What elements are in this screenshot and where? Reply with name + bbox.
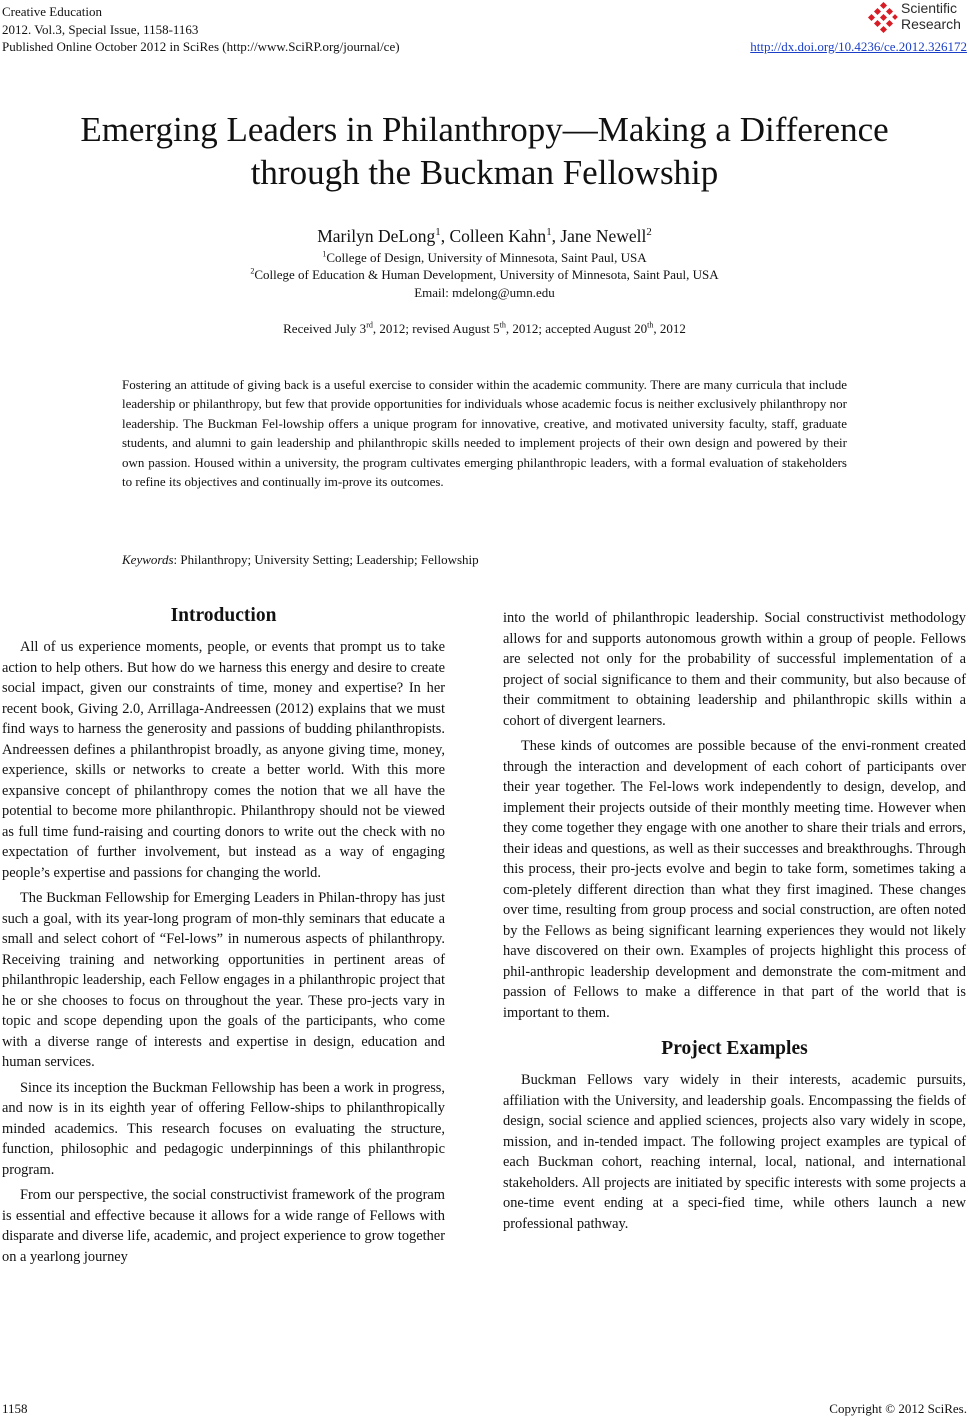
abstract: Fostering an attitude of giving back is a useful exercise to consider within the academic community. There are many curricula that include leadership or philanthropy, but few that provide opportunities for individuals whose academic focus is neither exclusively philanthropy nor leadership. The Buckman Fel-lowship offers a unique program for innovative, creative, and motivated university faculty, staff, graduate students, and alumni to gain leadership and philanthropic skills needed to implement projects of their own design and powered by their own passion. Housed within a university, the program cultivates emerging philanthropic leaders, with a formal evaluation of stakeholders to refine its objectives and continually im-prove its outcomes. (122, 377, 847, 490)
paper-title (0, 108, 969, 194)
revised-sup: th (499, 320, 506, 330)
accepted-year: , 2012 (653, 321, 686, 336)
body-paragraph: From our perspective, the social constructivist framework of the program is essential and effective because it allows for a wide range of Fellows with disparate and diverse life, academic, and project experience to grow together on a yearlong journey (2, 1187, 445, 1265)
accepted-sup: th (647, 320, 654, 330)
author-sup: 1 (435, 226, 441, 239)
scientific-research-logo (867, 0, 967, 36)
author-sup: 2 (646, 226, 652, 239)
accepted-text: , 2012; accepted August 20 (505, 321, 648, 336)
body-paragraph: These kinds of outcomes are possible because of the envi-ronment created through the interaction and development of each cohort of participants over their year together. The Fel-lows work independently to design, develop, and implement their projects outside of their monthly meeting time. However when they come together they engage with one another to share their trials and errors, their ideas and questions, as well as their successes and breakthroughs. Through this process, their pro-jects evolve and begin to take form, sometimes taking a com-pletely different direction than what they first imagined. These changes over time, resulting from group process and social construction, are often noted by the Fellows as being significant learning experiences they would not likely have discovered on their own. Examples of projects highlight this process of phil-anthropic leadership development and demonstrate the com-mitment and passion of Fellows to make a difference in that part of the world that is important to them. (503, 738, 966, 1021)
revised-text: , 2012; revised August 5 (372, 321, 500, 336)
author-list: Marilyn DeLong$^1$, Colleen Kahn$^1$, Jane Newell$^2$ (317, 226, 652, 246)
author-email: Email: mdelong@umn.edu (414, 285, 555, 300)
author-name: Marilyn DeLong (317, 226, 436, 246)
author-name: Jane Newell (560, 226, 647, 246)
logo-mark-icon (867, 2, 899, 34)
affiliation-sup: 2 (250, 266, 255, 276)
body-paragraph: Since its inception the Buckman Fellowship has been a work in progress, and now is in its eighth year of offering Fellow-ships to philanthropically minded academics. This research focuses on evaluating the structure, function, philosophic and pedagogic underpinnings of this philanthropic program. (2, 1079, 445, 1178)
affiliation-2 (0, 267, 969, 283)
keywords-label: Keywords (122, 552, 174, 567)
author-sup: 1 (546, 226, 552, 239)
body-paragraph: Buckman Fellows vary widely in their interests, academic pursuits, affiliation with the University, and leadership goals. Encompassing the fields of design, social science and applied sciences, projects also vary widely in scope, mission, and in-tended impact. The following project examples are typical of each Buckman cohort, reaching internal, local, national, and international stakeholders. All projects are initiated by specific interests with some projects a one-time event ending at a speci-fied time, while others launch a new professional pathway. (503, 1072, 966, 1232)
logo-text-scientific: Scientific (901, 0, 958, 16)
body-paragraph: into the world of philanthropic leadership. Social constructivist methodology allows for and supports autonomous growth within a group of people. Fellows are selected not only for the probability of successful implementation of a project of social significance to them and their community, but also because of their commitment to obtaining leadership and philanthropic skills within a cohort of divergent learners. (503, 610, 966, 729)
title-line-1: Emerging Leaders in Philanthropy—Making a Difference (80, 110, 889, 149)
section-heading-project-examples: Project Examples (661, 1038, 808, 1059)
journal-published: Published Online October 2012 in SciRes (http://www.SciRP.org/journal/ce) (2, 39, 400, 54)
affiliation-sup: 1 (322, 249, 327, 259)
journal-header (2, 3, 400, 56)
right-column (503, 608, 966, 1239)
received-sup: rd (366, 320, 373, 330)
affiliation-1 (0, 250, 969, 266)
left-column (2, 603, 445, 1272)
received-text: Received July 3 (283, 321, 367, 336)
affiliation-text: College of Design, University of Minnesota, Saint Paul, USA (326, 250, 647, 265)
title-line-2: through the Buckman Fellowship (250, 153, 719, 192)
section-heading-introduction: Introduction (170, 605, 277, 626)
doi-link[interactable]: http://dx.doi.org/10.4236/ce.2012.326172 (750, 39, 967, 54)
page-number: 1158 (2, 1401, 28, 1416)
keywords (122, 552, 479, 568)
received-dates (0, 321, 969, 337)
copyright: Copyright © 2012 SciRes. (829, 1401, 967, 1416)
journal-name: Creative Education (2, 4, 102, 19)
author-name: Colleen Kahn (449, 226, 547, 246)
logo-text-research: Research (901, 16, 961, 32)
keywords-text: : Philanthropy; University Setting; Leadership; Fellowship (173, 552, 479, 567)
body-paragraph: All of us experience moments, people, or events that prompt us to take action to help others. But how do we harness this energy and desire to create social impact, given our constraints of time, money and expertise? In her recent book, Giving 2.0, Arrillaga-Andreessen (2012) explains that we must find ways to harness the generosity and passions of budding philanthropists. Andreessen defines a philanthropist broadly, as anyone giving time, money, experience, skills or networks to create a better world. With this more expansive concept of philanthropy comes the notion that we all have the potential to become more philanthropic. Philanthropy should not be viewed as full time fund-raising and courting donors to write out the check with no expectation of further involvement, but instead as a way of engaging people’s expertise and passions for changing the world. (2, 639, 445, 881)
journal-issue: 2012. Vol.3, Special Issue, 1158-1163 (2, 21, 199, 37)
affiliation-text: College of Education & Human Development, University of Minnesota, Saint Paul, USA (254, 267, 719, 282)
body-paragraph: The Buckman Fellowship for Emerging Leaders in Philan-thropy has just such a goal, with its year-long program of mon-thly seminars that educate a small and select cohort of “Fel-lows” in numerous aspects of philanthropy. Receiving training and networking opportunities in pertinent areas of philanthropic leadership, each Fellow engages in a philanthropic project that he or she chooses to focus on throughout the year. These pro-jects vary in topic and scope depending upon the goals of the participants, who come with a diverse range of interests and expertise in design, education and human services. (2, 890, 445, 1070)
